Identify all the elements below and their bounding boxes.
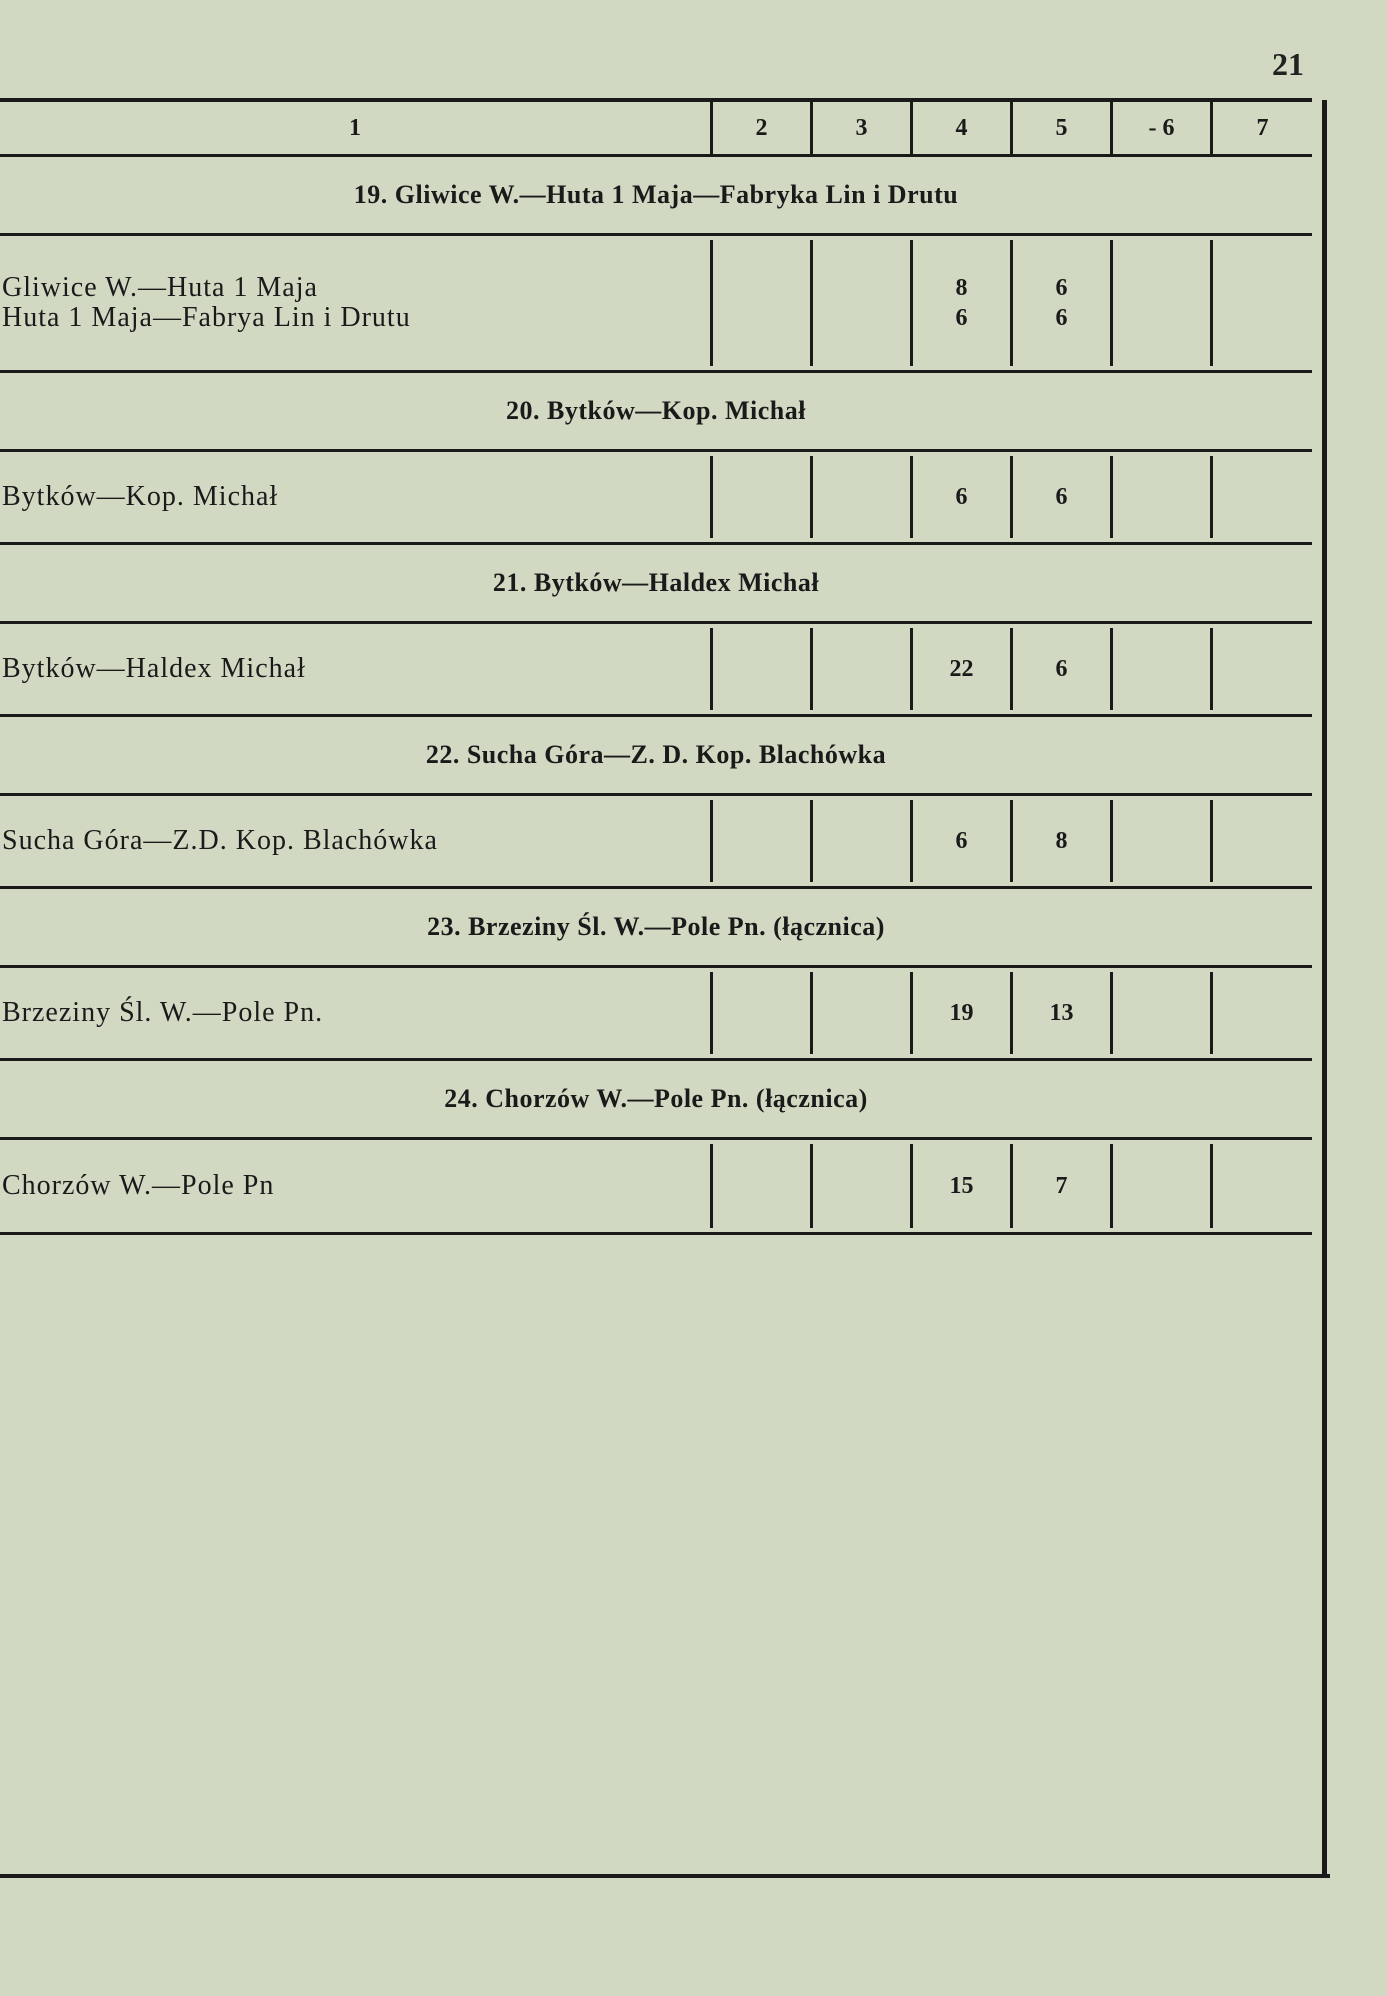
route-name-cell xyxy=(0,456,710,538)
cell-col-4 xyxy=(910,972,1010,1054)
route-name: Chorzów W.—Pole Pn xyxy=(2,1170,275,1201)
cell-col-4 xyxy=(910,628,1010,710)
distance-table xyxy=(0,98,1312,1235)
cell-col-3 xyxy=(810,456,910,538)
cell-col-6 xyxy=(1110,456,1210,538)
value: 19 xyxy=(949,1000,974,1026)
route-name-cell xyxy=(0,800,710,882)
route-name-cell xyxy=(0,628,710,710)
cell-col-7 xyxy=(1210,800,1312,882)
section-title: 19. Gliwice W.—Huta 1 Maja—Fabryka Lin i Drutu xyxy=(0,157,1312,236)
cell-col-6 xyxy=(1110,972,1210,1054)
cell-col-3 xyxy=(810,972,910,1054)
cell-col-7 xyxy=(1210,1144,1312,1228)
route-name-cell xyxy=(0,972,710,1054)
table-row xyxy=(0,452,1312,545)
cell-col-5 xyxy=(1010,1144,1110,1228)
cell-col-5 xyxy=(1010,628,1110,710)
value: 7 xyxy=(1055,1173,1068,1199)
cell-col-5 xyxy=(1010,800,1110,882)
column-header-6: - 6 xyxy=(1110,102,1210,154)
cell-col-6 xyxy=(1110,1144,1210,1228)
section-title: 20. Bytków—Kop. Michał xyxy=(0,373,1312,452)
cell-col-2 xyxy=(710,628,810,710)
cell-col-2 xyxy=(710,1144,810,1228)
table-row xyxy=(0,968,1312,1061)
route-name: Sucha Góra—Z.D. Kop. Blachówka xyxy=(2,825,438,856)
value: 8 xyxy=(1055,828,1068,854)
page-number: 21 xyxy=(1272,46,1304,82)
section-title: 21. Bytków—Haldex Michał xyxy=(0,545,1312,624)
column-header-4: 4 xyxy=(910,102,1010,154)
route-name: Bytków—Kop. Michał xyxy=(2,481,279,512)
section-title: 22. Sucha Góra—Z. D. Kop. Blachówka xyxy=(0,717,1312,796)
column-header-2: 2 xyxy=(710,102,810,154)
column-header-5: 5 xyxy=(1010,102,1110,154)
cell-col-3 xyxy=(810,1144,910,1228)
column-header-row xyxy=(0,98,1312,157)
cell-col-5 xyxy=(1010,240,1110,366)
cell-col-7 xyxy=(1210,972,1312,1054)
value: 22 xyxy=(949,656,974,682)
value: 8 xyxy=(955,275,968,301)
route-name: Gliwice W.—Huta 1 Maja xyxy=(2,272,318,303)
route-name: Bytków—Haldex Michał xyxy=(2,653,306,684)
cell-col-7 xyxy=(1210,456,1312,538)
value: 6 xyxy=(1055,656,1068,682)
cell-col-7 xyxy=(1210,628,1312,710)
frame-right-border xyxy=(1322,100,1327,1878)
table-row xyxy=(0,796,1312,889)
value: 6 xyxy=(955,828,968,854)
column-header-3: 3 xyxy=(810,102,910,154)
cell-col-2 xyxy=(710,240,810,366)
cell-col-4 xyxy=(910,456,1010,538)
cell-col-4 xyxy=(910,1144,1010,1228)
route-name-cell xyxy=(0,240,710,366)
table-row xyxy=(0,236,1312,373)
cell-col-6 xyxy=(1110,800,1210,882)
section-title: 23. Brzeziny Śl. W.—Pole Pn. (łącznica) xyxy=(0,889,1312,968)
column-header-7: 7 xyxy=(1210,102,1312,154)
value: 6 xyxy=(1055,484,1068,510)
cell-col-5 xyxy=(1010,972,1110,1054)
value: 6 xyxy=(1055,305,1068,331)
value: 6 xyxy=(955,484,968,510)
frame-bottom-border xyxy=(0,1874,1330,1878)
cell-col-4 xyxy=(910,240,1010,366)
cell-col-5 xyxy=(1010,456,1110,538)
cell-col-3 xyxy=(810,800,910,882)
route-name: Brzeziny Śl. W.—Pole Pn. xyxy=(2,997,324,1028)
table-row xyxy=(0,624,1312,717)
cell-col-2 xyxy=(710,800,810,882)
value: 6 xyxy=(1055,275,1068,301)
cell-col-4 xyxy=(910,800,1010,882)
cell-col-3 xyxy=(810,240,910,366)
cell-col-6 xyxy=(1110,628,1210,710)
table-row xyxy=(0,1140,1312,1235)
section-title: 24. Chorzów W.—Pole Pn. (łącznica) xyxy=(0,1061,1312,1140)
cell-col-3 xyxy=(810,628,910,710)
value: 6 xyxy=(955,305,968,331)
cell-col-2 xyxy=(710,972,810,1054)
column-header-1: 1 xyxy=(349,115,361,141)
route-name-cell xyxy=(0,1144,710,1228)
cell-col-7 xyxy=(1210,240,1312,366)
cell-col-2 xyxy=(710,456,810,538)
value: 15 xyxy=(949,1173,974,1199)
value: 13 xyxy=(1049,1000,1074,1026)
cell-col-6 xyxy=(1110,240,1210,366)
route-name: Huta 1 Maja—Fabrya Lin i Drutu xyxy=(2,302,411,333)
